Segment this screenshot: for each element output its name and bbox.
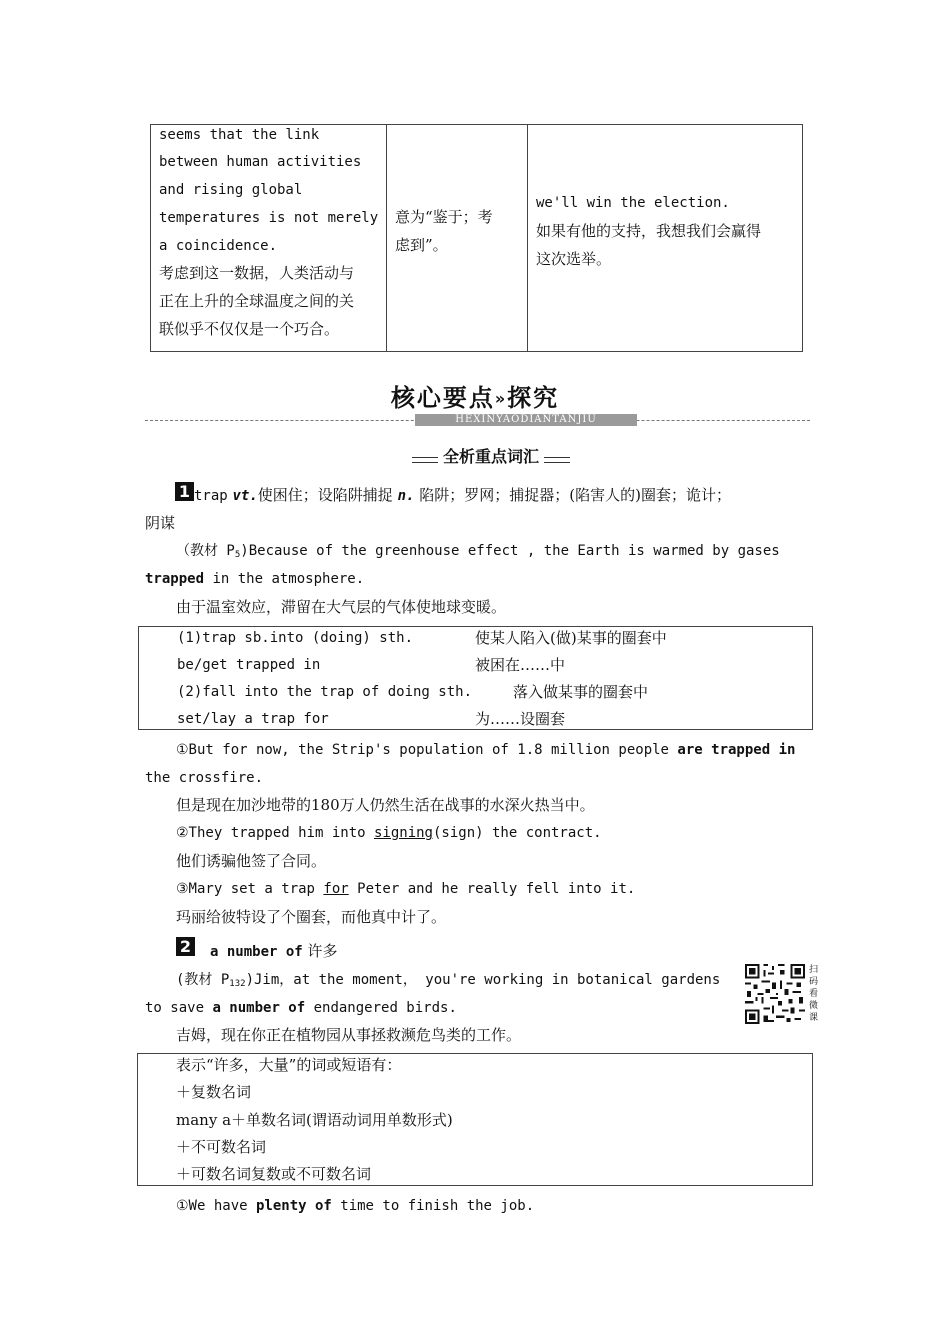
- usage-line: ＋不可数名词: [176, 1138, 267, 1156]
- source-page: 132: [229, 979, 246, 989]
- source-prefix: (教材 P: [176, 972, 230, 988]
- table-text: temperatures is not merely: [159, 210, 379, 226]
- usage-en: (1)trap sb.into (doing) sth.: [177, 630, 414, 646]
- table-cell-example2: [528, 125, 802, 351]
- table-cell-example: [151, 125, 387, 351]
- usage-cn: 使某人陷入(做)某事的圈套中: [475, 629, 667, 647]
- example-sentence-cont: the crossfire.: [145, 770, 264, 786]
- table-text: 意为“鉴于；考: [395, 208, 493, 226]
- example-sentence: [176, 822, 602, 844]
- item-heading: [194, 484, 731, 507]
- definition-cont: 阴谋: [145, 514, 176, 532]
- translation: 他们诱骗他签了合同。: [176, 852, 327, 870]
- example-text: ①We have: [176, 1198, 256, 1214]
- definition: 许多: [307, 942, 338, 960]
- usage-en: be/get trapped in: [177, 657, 321, 673]
- section-title-text: 核心要点: [390, 384, 495, 412]
- example-text: ①But for now, the Strip's population of 1.8 million people: [176, 742, 678, 758]
- section-subtitle: HEXINYAODIANTANJIU: [415, 414, 637, 426]
- textbook-sentence-cont: [145, 997, 457, 1019]
- example-text: ②They trapped him into: [176, 825, 374, 841]
- source-text: )Because of the greenhouse effect , the Earth is warmed by gases: [240, 543, 780, 559]
- usage-en: set/lay a trap for: [177, 711, 329, 727]
- textbook-sentence: [176, 969, 720, 995]
- table-text: 这次选举。: [536, 250, 612, 268]
- answer-blank: for: [323, 881, 349, 897]
- table-text: 联似乎不仅仅是一个巧合。: [159, 320, 340, 338]
- example-text: (sign) the contract.: [433, 825, 602, 841]
- section-title: [0, 378, 950, 413]
- source-page: 5: [234, 550, 241, 560]
- source-prefix: （教材 P: [176, 543, 235, 559]
- table-text: we'll win the election.: [536, 195, 730, 211]
- example-sentence: [176, 878, 635, 900]
- headword: trap: [194, 488, 228, 504]
- arrow-icon: »: [494, 389, 508, 408]
- subheading: [412, 445, 570, 469]
- table-text: a coincidence.: [159, 238, 278, 254]
- definition: 陷阱；罗网；捕捉器；(陷害人的)圈套；诡计；: [419, 486, 731, 504]
- example-sentence: [176, 1195, 534, 1217]
- part-of-speech: n.: [397, 488, 415, 504]
- usage-line: ＋复数名词: [176, 1083, 252, 1101]
- usage-cn: 为……设圈套: [475, 710, 566, 728]
- section-title-text2: 探究: [507, 384, 560, 412]
- item-number-badge: 2: [176, 937, 195, 956]
- usage-line: many a＋单数名词(谓语动词用单数形式): [176, 1111, 453, 1129]
- table-text: 虑到”。: [395, 236, 448, 254]
- highlight-word: plenty of: [255, 1198, 332, 1214]
- translation: 但是现在加沙地带的180万人仍然生活在战事的水深火热当中。: [176, 796, 595, 814]
- table-text: seems that the link: [159, 127, 320, 143]
- table-text: 考虑到这一数据，人类活动与: [159, 264, 355, 282]
- usage-line: ＋可数名词复数或不可数名词: [176, 1165, 372, 1183]
- example-text: Peter and he really fell into it.: [348, 881, 636, 897]
- item-heading: [210, 940, 338, 963]
- definition: 使困住；设陷阱捕捉: [257, 486, 393, 504]
- usage-cn: 落入做某事的圈套中: [513, 683, 649, 701]
- headword: a number of: [210, 944, 303, 960]
- table-text: and rising global: [159, 182, 303, 198]
- part-of-speech: vt.: [232, 488, 258, 504]
- highlight-word: a number of: [212, 1000, 306, 1016]
- table-cell-meaning: [387, 125, 528, 351]
- table-text: 正在上升的全球温度之间的关: [159, 292, 355, 310]
- usage-en: (2)fall into the trap of doing sth.: [177, 684, 473, 700]
- continuation-table: [150, 124, 803, 352]
- translation: 玛丽给彼特设了个圈套，而他真中计了。: [176, 908, 447, 926]
- table-text: between human activities: [159, 154, 362, 170]
- textbook-sentence-cont: [145, 568, 364, 590]
- source-text: in the atmosphere.: [204, 571, 365, 587]
- qr-code-icon[interactable]: [745, 964, 805, 1024]
- textbook-sentence: [176, 540, 780, 566]
- usage-box: [137, 1053, 813, 1186]
- answer-blank: signing: [373, 825, 433, 841]
- source-text: )Jim，at the moment， you're working in botanical gardens: [245, 972, 721, 988]
- example-text: ③Mary set a trap: [176, 881, 324, 897]
- usage-box: [138, 626, 813, 730]
- usage-line: 表示“许多，大量”的词或短语有：: [176, 1056, 402, 1074]
- translation: 吉姆，现在你正在植物园从事拯救濒危鸟类的工作。: [176, 1026, 522, 1044]
- example-sentence: [176, 739, 795, 761]
- usage-cn: 被困在……中: [475, 656, 566, 674]
- item-number-badge: 1: [175, 482, 194, 501]
- source-text: endangered birds.: [305, 1000, 457, 1016]
- source-text: to save: [145, 1000, 213, 1016]
- highlight-word: trapped: [145, 571, 205, 587]
- subheading-text: 全析重点词汇: [438, 445, 544, 469]
- table-text: 如果有他的支持，我想我们会赢得: [536, 222, 762, 240]
- qr-label: 扫码看微课: [809, 965, 819, 1023]
- example-text: time to finish the job.: [331, 1198, 535, 1214]
- translation: 由于温室效应，滞留在大气层的气体使地球变暖。: [176, 598, 507, 616]
- highlight-word: are trapped in: [677, 742, 796, 758]
